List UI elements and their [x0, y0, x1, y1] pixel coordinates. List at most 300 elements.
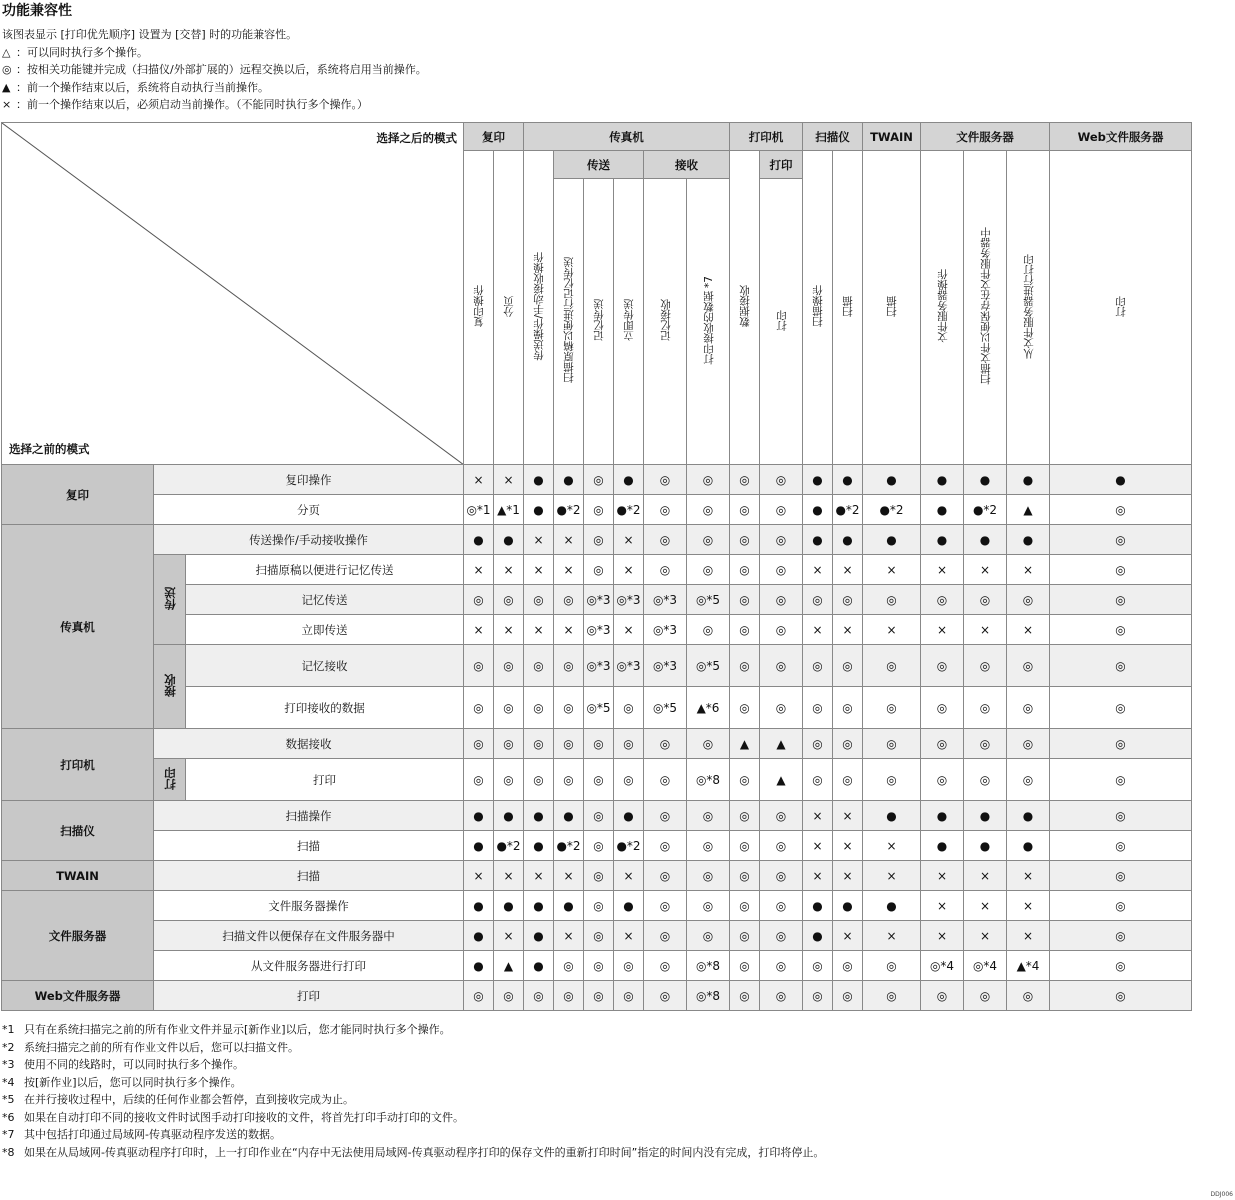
footnote: *8 如果在从局域网-传真驱动程序打印时，上一打印作业在“内存中无法使用局域网-传真驱动程序打印的保存文件的重新打印时间”指定的时间内没有完成，打印将停止。	[2, 1145, 825, 1159]
compatibility-cell: ●	[494, 891, 524, 921]
column-header: 打印	[760, 179, 803, 465]
compatibility-cell: ◎	[760, 525, 803, 555]
compatibility-cell: ◎	[803, 981, 833, 1011]
intro	[2, 26, 427, 114]
row-group-fax: 传真机	[2, 525, 154, 729]
row-label: 记忆传送	[186, 585, 464, 615]
compatibility-cell: ×	[833, 801, 863, 831]
table-corner	[2, 123, 464, 465]
column-header: 传送操作/手动接收操作	[524, 151, 554, 465]
row-label: 扫描	[154, 861, 464, 891]
compatibility-cell: ●	[524, 465, 554, 495]
row-group-web-document-server: Web文件服务器	[2, 981, 154, 1011]
compatibility-cell: ●	[803, 525, 833, 555]
legend-text: ：前一个操作结束以后，必须启动当前操作。（不能同时执行多个操作。）	[16, 98, 368, 111]
compatibility-cell: ×	[614, 861, 644, 891]
compatibility-cell: ●	[464, 831, 494, 861]
compatibility-cell: ◎	[1050, 759, 1192, 801]
triangle-outline-icon: △	[2, 45, 11, 59]
compatibility-cell: ◎	[730, 687, 760, 729]
compatibility-cell: ◎*3	[614, 645, 644, 687]
compatibility-cell: ◎	[524, 687, 554, 729]
compatibility-cell: ◎	[584, 465, 614, 495]
table-row	[2, 759, 1192, 801]
compatibility-cell: ◎	[760, 585, 803, 615]
compatibility-cell: ◎	[554, 981, 584, 1011]
table-row	[2, 951, 1192, 981]
compatibility-cell: ◎	[644, 981, 687, 1011]
compatibility-cell: ×	[554, 615, 584, 645]
row-group-scanner: 扫描仪	[2, 801, 154, 861]
compatibility-cell: ◎	[687, 615, 730, 645]
compatibility-cell: ◎	[833, 981, 863, 1011]
compatibility-cell: ◎	[584, 555, 614, 585]
compatibility-cell: ◎	[494, 687, 524, 729]
table-row	[2, 891, 1192, 921]
compatibility-cell: ◎	[1050, 981, 1192, 1011]
compatibility-cell: ●	[554, 465, 584, 495]
row-label: 打印接收的数据	[186, 687, 464, 729]
row-group-copy: 复印	[2, 465, 154, 525]
compatibility-cell: ●	[833, 891, 863, 921]
corner-diagonal	[2, 123, 464, 465]
compatibility-cell: ●	[803, 465, 833, 495]
compatibility-cell: ◎	[1050, 801, 1192, 831]
compatibility-cell: ◎	[614, 729, 644, 759]
compatibility-cell: ◎	[584, 831, 614, 861]
compatibility-table	[1, 122, 1192, 1011]
compatibility-cell: ×	[833, 831, 863, 861]
row-label: 打印	[186, 759, 464, 801]
compatibility-cell: ◎	[614, 951, 644, 981]
compatibility-cell: ▲	[1007, 495, 1050, 525]
col-group-fax: 传真机	[524, 123, 730, 151]
compatibility-cell: ×	[803, 615, 833, 645]
compatibility-cell: ◎	[464, 729, 494, 759]
compatibility-cell: ▲	[730, 729, 760, 759]
compatibility-cell: ●	[921, 495, 964, 525]
compatibility-cell: ◎	[803, 687, 833, 729]
compatibility-cell: ◎	[863, 759, 921, 801]
before-mode-label: 选择之前的模式	[9, 442, 90, 456]
compatibility-cell: ◎	[964, 981, 1007, 1011]
column-header: 立即传送	[614, 179, 644, 465]
compatibility-cell: ◎	[644, 921, 687, 951]
compatibility-cell: ◎	[1050, 921, 1192, 951]
row-group-twain: TWAIN	[2, 861, 154, 891]
compatibility-cell: ◎*8	[687, 981, 730, 1011]
footnotes	[2, 1021, 824, 1161]
table-row	[2, 921, 1192, 951]
compatibility-cell: ◎	[760, 831, 803, 861]
compatibility-cell: ×	[524, 861, 554, 891]
column-header: 扫描文件以便保存在文件服务器中	[964, 151, 1007, 465]
compatibility-cell: ●	[614, 465, 644, 495]
compatibility-cell: ×	[921, 921, 964, 951]
compatibility-cell: ◎	[730, 951, 760, 981]
compatibility-cell: ◎	[1007, 687, 1050, 729]
compatibility-cell: ×	[833, 615, 863, 645]
compatibility-cell: ×	[1007, 861, 1050, 891]
table-row	[2, 525, 1192, 555]
compatibility-cell: ◎	[760, 555, 803, 585]
row-label: 传送操作/手动接收操作	[154, 525, 464, 555]
compatibility-cell: ×	[494, 921, 524, 951]
compatibility-cell: ◎	[1050, 615, 1192, 645]
compatibility-cell: ◎	[614, 759, 644, 801]
compatibility-cell: ◎	[687, 729, 730, 759]
compatibility-cell: ◎	[803, 729, 833, 759]
page-title: 功能兼容性	[2, 3, 72, 19]
table-row	[2, 861, 1192, 891]
compatibility-cell: ●	[863, 525, 921, 555]
compatibility-cell: ●	[524, 801, 554, 831]
compatibility-cell: ×	[614, 525, 644, 555]
compatibility-cell: ×	[614, 615, 644, 645]
compatibility-cell: ▲*1	[494, 495, 524, 525]
legend-text: ：前一个操作结束以后，系统将自动执行当前操作。	[16, 80, 269, 94]
compatibility-cell: ◎	[1007, 729, 1050, 759]
compatibility-cell: ◎	[1050, 831, 1192, 861]
compatibility-cell: ×	[921, 555, 964, 585]
compatibility-cell: ◎	[1007, 645, 1050, 687]
compatibility-cell: ◎*5	[687, 645, 730, 687]
col-group-scanner: 扫描仪	[803, 123, 863, 151]
compatibility-cell: ◎	[760, 891, 803, 921]
compatibility-cell: ●	[1007, 801, 1050, 831]
compatibility-cell: ◎*8	[687, 951, 730, 981]
compatibility-cell: ◎	[833, 951, 863, 981]
compatibility-cell: ×	[1007, 921, 1050, 951]
compatibility-cell: ◎	[614, 687, 644, 729]
compatibility-cell: ◎	[554, 951, 584, 981]
compatibility-cell: ×	[614, 555, 644, 585]
compatibility-cell: ●	[803, 891, 833, 921]
compatibility-cell: ×	[803, 861, 833, 891]
compatibility-cell: ●	[494, 525, 524, 555]
compatibility-cell: ◎	[687, 831, 730, 861]
compatibility-cell: ◎	[644, 465, 687, 495]
legend-text: ：可以同时执行多个操作。	[16, 45, 148, 59]
compatibility-cell: ◎	[687, 555, 730, 585]
compatibility-cell: ◎	[524, 981, 554, 1011]
table-row	[2, 555, 1192, 585]
compatibility-cell: ●	[921, 831, 964, 861]
compatibility-cell: ×	[1007, 555, 1050, 585]
compatibility-cell: ◎	[1050, 555, 1192, 585]
compatibility-cell: ◎	[803, 585, 833, 615]
compatibility-cell: ◎	[833, 759, 863, 801]
row-label: 记忆接收	[186, 645, 464, 687]
compatibility-cell: ◎	[1050, 891, 1192, 921]
col-group-copy: 复印	[464, 123, 524, 151]
compatibility-cell: ◎	[644, 861, 687, 891]
footnote: *4 按[新作业]以后，您可以同时执行多个操作。	[2, 1075, 242, 1089]
compatibility-cell: ●	[964, 831, 1007, 861]
column-header: 文件服务器操作	[921, 151, 964, 465]
compatibility-cell: ◎	[524, 645, 554, 687]
column-header: 扫描	[863, 151, 921, 465]
compatibility-cell: ◎	[1050, 495, 1192, 525]
compatibility-cell: ◎	[833, 729, 863, 759]
compatibility-cell: ◎	[687, 921, 730, 951]
compatibility-cell: ●*2	[554, 495, 584, 525]
compatibility-cell: ●*2	[494, 831, 524, 861]
compatibility-cell: ◎	[1050, 729, 1192, 759]
compatibility-cell: ◎*5	[644, 687, 687, 729]
compatibility-cell: ◎	[1007, 759, 1050, 801]
compatibility-cell: ●	[464, 801, 494, 831]
footnote: *3 使用不同的线路时，可以同时执行多个操作。	[2, 1058, 244, 1071]
compatibility-cell: ●	[524, 921, 554, 951]
compatibility-cell: ×	[863, 831, 921, 861]
compatibility-cell: ◎	[760, 921, 803, 951]
compatibility-cell: ×	[494, 861, 524, 891]
compatibility-cell: ◎	[964, 687, 1007, 729]
compatibility-cell: ◎*8	[687, 759, 730, 801]
compatibility-cell: ◎	[760, 495, 803, 525]
row-label: 数据接收	[154, 729, 464, 759]
compatibility-cell: ◎*3	[614, 585, 644, 615]
compatibility-cell: ◎	[730, 585, 760, 615]
compatibility-cell: ◎	[863, 981, 921, 1011]
compatibility-cell: ◎	[464, 981, 494, 1011]
compatibility-cell: ◎	[644, 525, 687, 555]
compatibility-cell: ◎*5	[687, 585, 730, 615]
compatibility-cell: ◎	[1050, 951, 1192, 981]
compatibility-cell: ●	[524, 831, 554, 861]
compatibility-cell: ×	[614, 921, 644, 951]
row-label: 扫描文件以便保存在文件服务器中	[154, 921, 464, 951]
column-header: 记忆传送	[584, 179, 614, 465]
column-header: 打印接收的数据 *7	[687, 179, 730, 465]
compatibility-cell: ◎	[964, 729, 1007, 759]
col-subgroup-print: 打印	[760, 151, 803, 179]
compatibility-cell: ●	[554, 801, 584, 831]
compatibility-cell: ◎	[464, 645, 494, 687]
legend-item	[2, 79, 427, 97]
compatibility-cell: ◎	[494, 585, 524, 615]
triangle-filled-icon: ▲	[2, 80, 11, 94]
compatibility-cell: ●	[614, 891, 644, 921]
row-subgroup: 接收	[154, 645, 186, 729]
compatibility-cell: ◎	[921, 645, 964, 687]
compatibility-cell: ●	[803, 495, 833, 525]
compatibility-cell: ×	[524, 615, 554, 645]
compatibility-cell: ◎	[524, 585, 554, 615]
compatibility-cell: ◎	[730, 555, 760, 585]
compatibility-cell: ◎	[1007, 981, 1050, 1011]
compatibility-cell: ▲	[494, 951, 524, 981]
compatibility-cell: ◎	[833, 645, 863, 687]
compatibility-cell: ●	[524, 951, 554, 981]
compatibility-cell: ▲	[760, 729, 803, 759]
compatibility-cell: ●	[863, 891, 921, 921]
table-row	[2, 645, 1192, 687]
row-label: 打印	[154, 981, 464, 1011]
compatibility-cell: ◎	[921, 981, 964, 1011]
compatibility-cell: ●	[524, 495, 554, 525]
compatibility-cell: ◎	[964, 645, 1007, 687]
compatibility-cell: ◎*1	[464, 495, 494, 525]
row-label: 扫描原稿以便进行记忆传送	[186, 555, 464, 585]
compatibility-cell: ×	[803, 801, 833, 831]
compatibility-cell: ×	[964, 891, 1007, 921]
compatibility-cell: ◎	[644, 729, 687, 759]
row-label: 分页	[154, 495, 464, 525]
compatibility-cell: ◎	[584, 861, 614, 891]
compatibility-cell: ◎	[687, 495, 730, 525]
compatibility-cell: ◎	[760, 687, 803, 729]
compatibility-cell: ●*2	[614, 831, 644, 861]
footnote: *6 如果在自动打印不同的接收文件时试图手动打印接收的文件，将首先打印手动打印的文件。	[2, 1110, 464, 1124]
compatibility-cell: ×	[494, 615, 524, 645]
double-circle-icon: ◎	[2, 63, 12, 76]
compatibility-cell: ◎	[730, 645, 760, 687]
column-header: 数据接收	[730, 151, 760, 465]
compatibility-cell: ◎	[833, 687, 863, 729]
table-row	[2, 729, 1192, 759]
compatibility-cell: ◎	[863, 951, 921, 981]
compatibility-cell: ◎	[554, 729, 584, 759]
compatibility-cell: ◎	[730, 921, 760, 951]
column-header: 扫描	[833, 151, 863, 465]
legend-item	[2, 44, 427, 62]
compatibility-cell: ◎	[730, 861, 760, 891]
cross-icon: ×	[2, 98, 12, 111]
compatibility-cell: ◎	[730, 525, 760, 555]
compatibility-cell: ◎	[921, 759, 964, 801]
row-label: 扫描操作	[154, 801, 464, 831]
footnote: *7 其中包括打印通过局域网-传真驱动程序发送的数据。	[2, 1128, 281, 1141]
compatibility-cell: ×	[1007, 891, 1050, 921]
row-group-printer: 打印机	[2, 729, 154, 801]
compatibility-cell: ●*2	[833, 495, 863, 525]
compatibility-cell: ×	[921, 891, 964, 921]
compatibility-cell: ◎	[1050, 645, 1192, 687]
compatibility-cell: ◎	[964, 759, 1007, 801]
compatibility-cell: ●	[964, 465, 1007, 495]
compatibility-cell: ●	[494, 801, 524, 831]
compatibility-cell: ◎	[687, 465, 730, 495]
compatibility-cell: ◎	[760, 465, 803, 495]
compatibility-cell: ●	[921, 465, 964, 495]
compatibility-cell: ◎	[584, 525, 614, 555]
column-header: 复印操作	[464, 151, 494, 465]
compatibility-cell: ●*2	[614, 495, 644, 525]
compatibility-cell: ×	[554, 921, 584, 951]
compatibility-cell: ◎	[730, 801, 760, 831]
compatibility-cell: ◎	[760, 861, 803, 891]
compatibility-cell: ◎	[1050, 687, 1192, 729]
after-mode-label: 选择之后的模式	[376, 131, 457, 145]
column-header: 分页	[494, 151, 524, 465]
compatibility-cell: ◎	[584, 759, 614, 801]
compatibility-cell: ●	[464, 891, 494, 921]
compatibility-cell: ◎	[644, 495, 687, 525]
compatibility-cell: ◎	[687, 861, 730, 891]
col-group-document-server: 文件服务器	[921, 123, 1050, 151]
compatibility-cell: ×	[921, 615, 964, 645]
compatibility-cell: ◎	[554, 645, 584, 687]
compatibility-cell: ◎	[464, 687, 494, 729]
compatibility-cell: ●	[1007, 465, 1050, 495]
compatibility-cell: ●	[921, 525, 964, 555]
col-subgroup-reception: 接收	[644, 151, 730, 179]
compatibility-cell: ◎	[644, 951, 687, 981]
compatibility-cell: ◎	[833, 585, 863, 615]
compatibility-cell: ◎	[494, 981, 524, 1011]
compatibility-cell: ●	[554, 891, 584, 921]
compatibility-cell: ●	[833, 465, 863, 495]
compatibility-cell: ◎	[760, 981, 803, 1011]
table-row	[2, 801, 1192, 831]
compatibility-cell: ◎*3	[584, 645, 614, 687]
table-row	[2, 981, 1192, 1011]
column-header: 从文件服务器进行打印	[1007, 151, 1050, 465]
row-label: 立即传送	[186, 615, 464, 645]
table-row	[2, 495, 1192, 525]
compatibility-cell: ◎	[464, 759, 494, 801]
compatibility-cell: ◎	[494, 759, 524, 801]
compatibility-cell: ◎	[554, 687, 584, 729]
compatibility-cell: ◎*3	[584, 585, 614, 615]
row-label: 复印操作	[154, 465, 464, 495]
compatibility-cell: ◎	[730, 759, 760, 801]
row-subgroup: 打印	[154, 759, 186, 801]
compatibility-cell: ◎*4	[921, 951, 964, 981]
compatibility-cell: ◎	[464, 585, 494, 615]
compatibility-cell: ▲*6	[687, 687, 730, 729]
compatibility-cell: ◎	[644, 831, 687, 861]
row-label: 从文件服务器进行打印	[154, 951, 464, 981]
compatibility-cell: ◎	[760, 951, 803, 981]
compatibility-cell: ×	[803, 555, 833, 585]
compatibility-cell: ●	[964, 525, 1007, 555]
column-header: 记忆接收	[644, 179, 687, 465]
compatibility-cell: ●	[1007, 831, 1050, 861]
compatibility-cell: ●*2	[863, 495, 921, 525]
compatibility-cell: ◎	[524, 759, 554, 801]
compatibility-cell: ×	[464, 465, 494, 495]
compatibility-cell: ▲	[760, 759, 803, 801]
compatibility-cell: ◎	[584, 729, 614, 759]
table-row	[2, 465, 1192, 495]
compatibility-cell: ×	[863, 921, 921, 951]
compatibility-cell: ◎	[803, 759, 833, 801]
compatibility-cell: ×	[833, 861, 863, 891]
compatibility-cell: ◎	[524, 729, 554, 759]
compatibility-cell: ×	[964, 615, 1007, 645]
compatibility-cell: ◎	[687, 891, 730, 921]
compatibility-cell: ◎	[760, 801, 803, 831]
compatibility-cell: ◎	[863, 729, 921, 759]
compatibility-cell: ●	[614, 801, 644, 831]
compatibility-cell: ×	[1007, 615, 1050, 645]
compatibility-cell: ◎	[921, 585, 964, 615]
compatibility-cell: ◎	[964, 585, 1007, 615]
legend-item	[2, 61, 427, 79]
compatibility-cell: ◎*3	[584, 615, 614, 645]
compatibility-cell: ×	[464, 615, 494, 645]
compatibility-cell: ●	[803, 921, 833, 951]
compatibility-cell: ◎	[644, 759, 687, 801]
compatibility-cell: ◎	[1007, 585, 1050, 615]
compatibility-cell: ×	[863, 555, 921, 585]
row-label: 扫描	[154, 831, 464, 861]
row-label: 文件服务器操作	[154, 891, 464, 921]
compatibility-cell: ◎	[614, 981, 644, 1011]
